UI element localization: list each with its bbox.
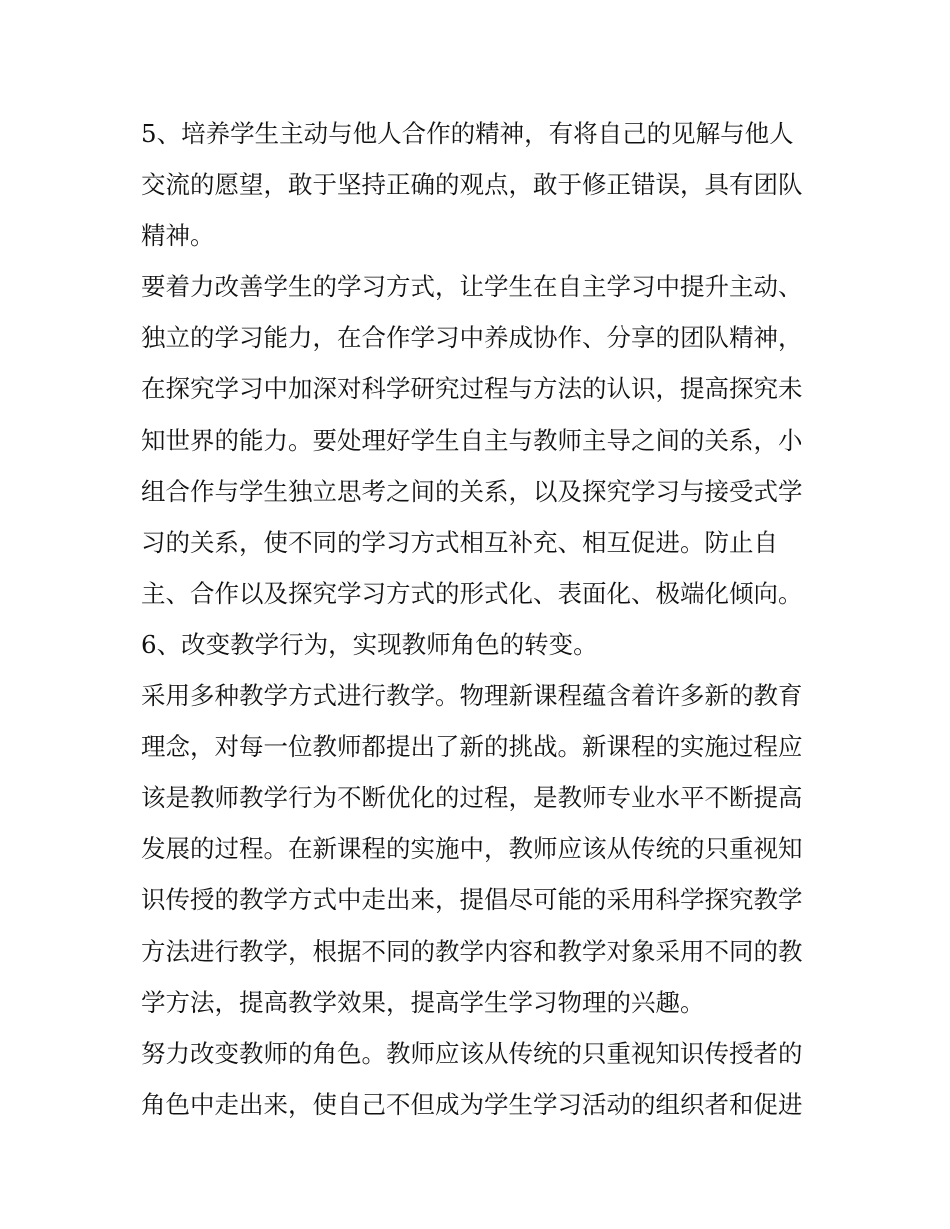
text-line: 主、合作以及探究学习方式的形式化、表面化、极端化倾向。: [141, 578, 803, 608]
text-line: 在探究学习中加深对科学研究过程与方法的认识，提高探究未: [141, 374, 803, 404]
text-line: 理念，对每一位教师都提出了新的挑战。新课程的实施过程应: [141, 732, 803, 762]
section-heading: 6、改变教学行为，实现教师角色的转变。: [141, 629, 598, 659]
text-line: 方法进行教学，根据不同的教学内容和教学对象采用不同的教: [141, 936, 803, 966]
document-body: [141, 108, 821, 1130]
text-line: 组合作与学生独立思考之间的关系，以及探究学习与接受式学: [141, 476, 803, 506]
text-line: 识传授的教学方式中走出来，提倡尽可能的采用科学探究教学: [141, 885, 803, 915]
text-line: 该是教师教学行为不断优化的过程，是教师专业水平不断提高: [141, 783, 803, 813]
text-line: 发展的过程。在新课程的实施中，教师应该从传统的只重视知: [141, 834, 803, 864]
text-line: 角色中走出来，使自己不但成为学生学习活动的组织者和促进: [141, 1089, 803, 1119]
text-line: 5、培养学生主动与他人合作的精神，有将自己的见解与他人: [141, 119, 794, 148]
text-line: 要着力改善学生的学习方式，让学生在自主学习中提升主动、: [141, 272, 803, 302]
text-line: 采用多种教学方式进行教学。物理新课程蕴含着许多新的教育: [141, 681, 803, 711]
text-line: 精神。: [141, 221, 215, 251]
text-line: 独立的学习能力，在合作学习中养成协作、分享的团队精神，: [141, 323, 803, 353]
text-line: 努力改变教师的角色。教师应该从传统的只重视知识传授者的: [141, 1038, 803, 1068]
text-line: 交流的愿望，敢于坚持正确的观点，敢于修正错误，具有团队: [141, 170, 803, 200]
text-line: 知世界的能力。要处理好学生自主与教师主导之间的关系，小: [141, 425, 803, 455]
text-line: 学方法，提高教学效果，提高学生学习物理的兴趣。: [141, 987, 705, 1017]
text-line: 习的关系，使不同的学习方式相互补充、相互促进。防止自: [141, 527, 778, 557]
